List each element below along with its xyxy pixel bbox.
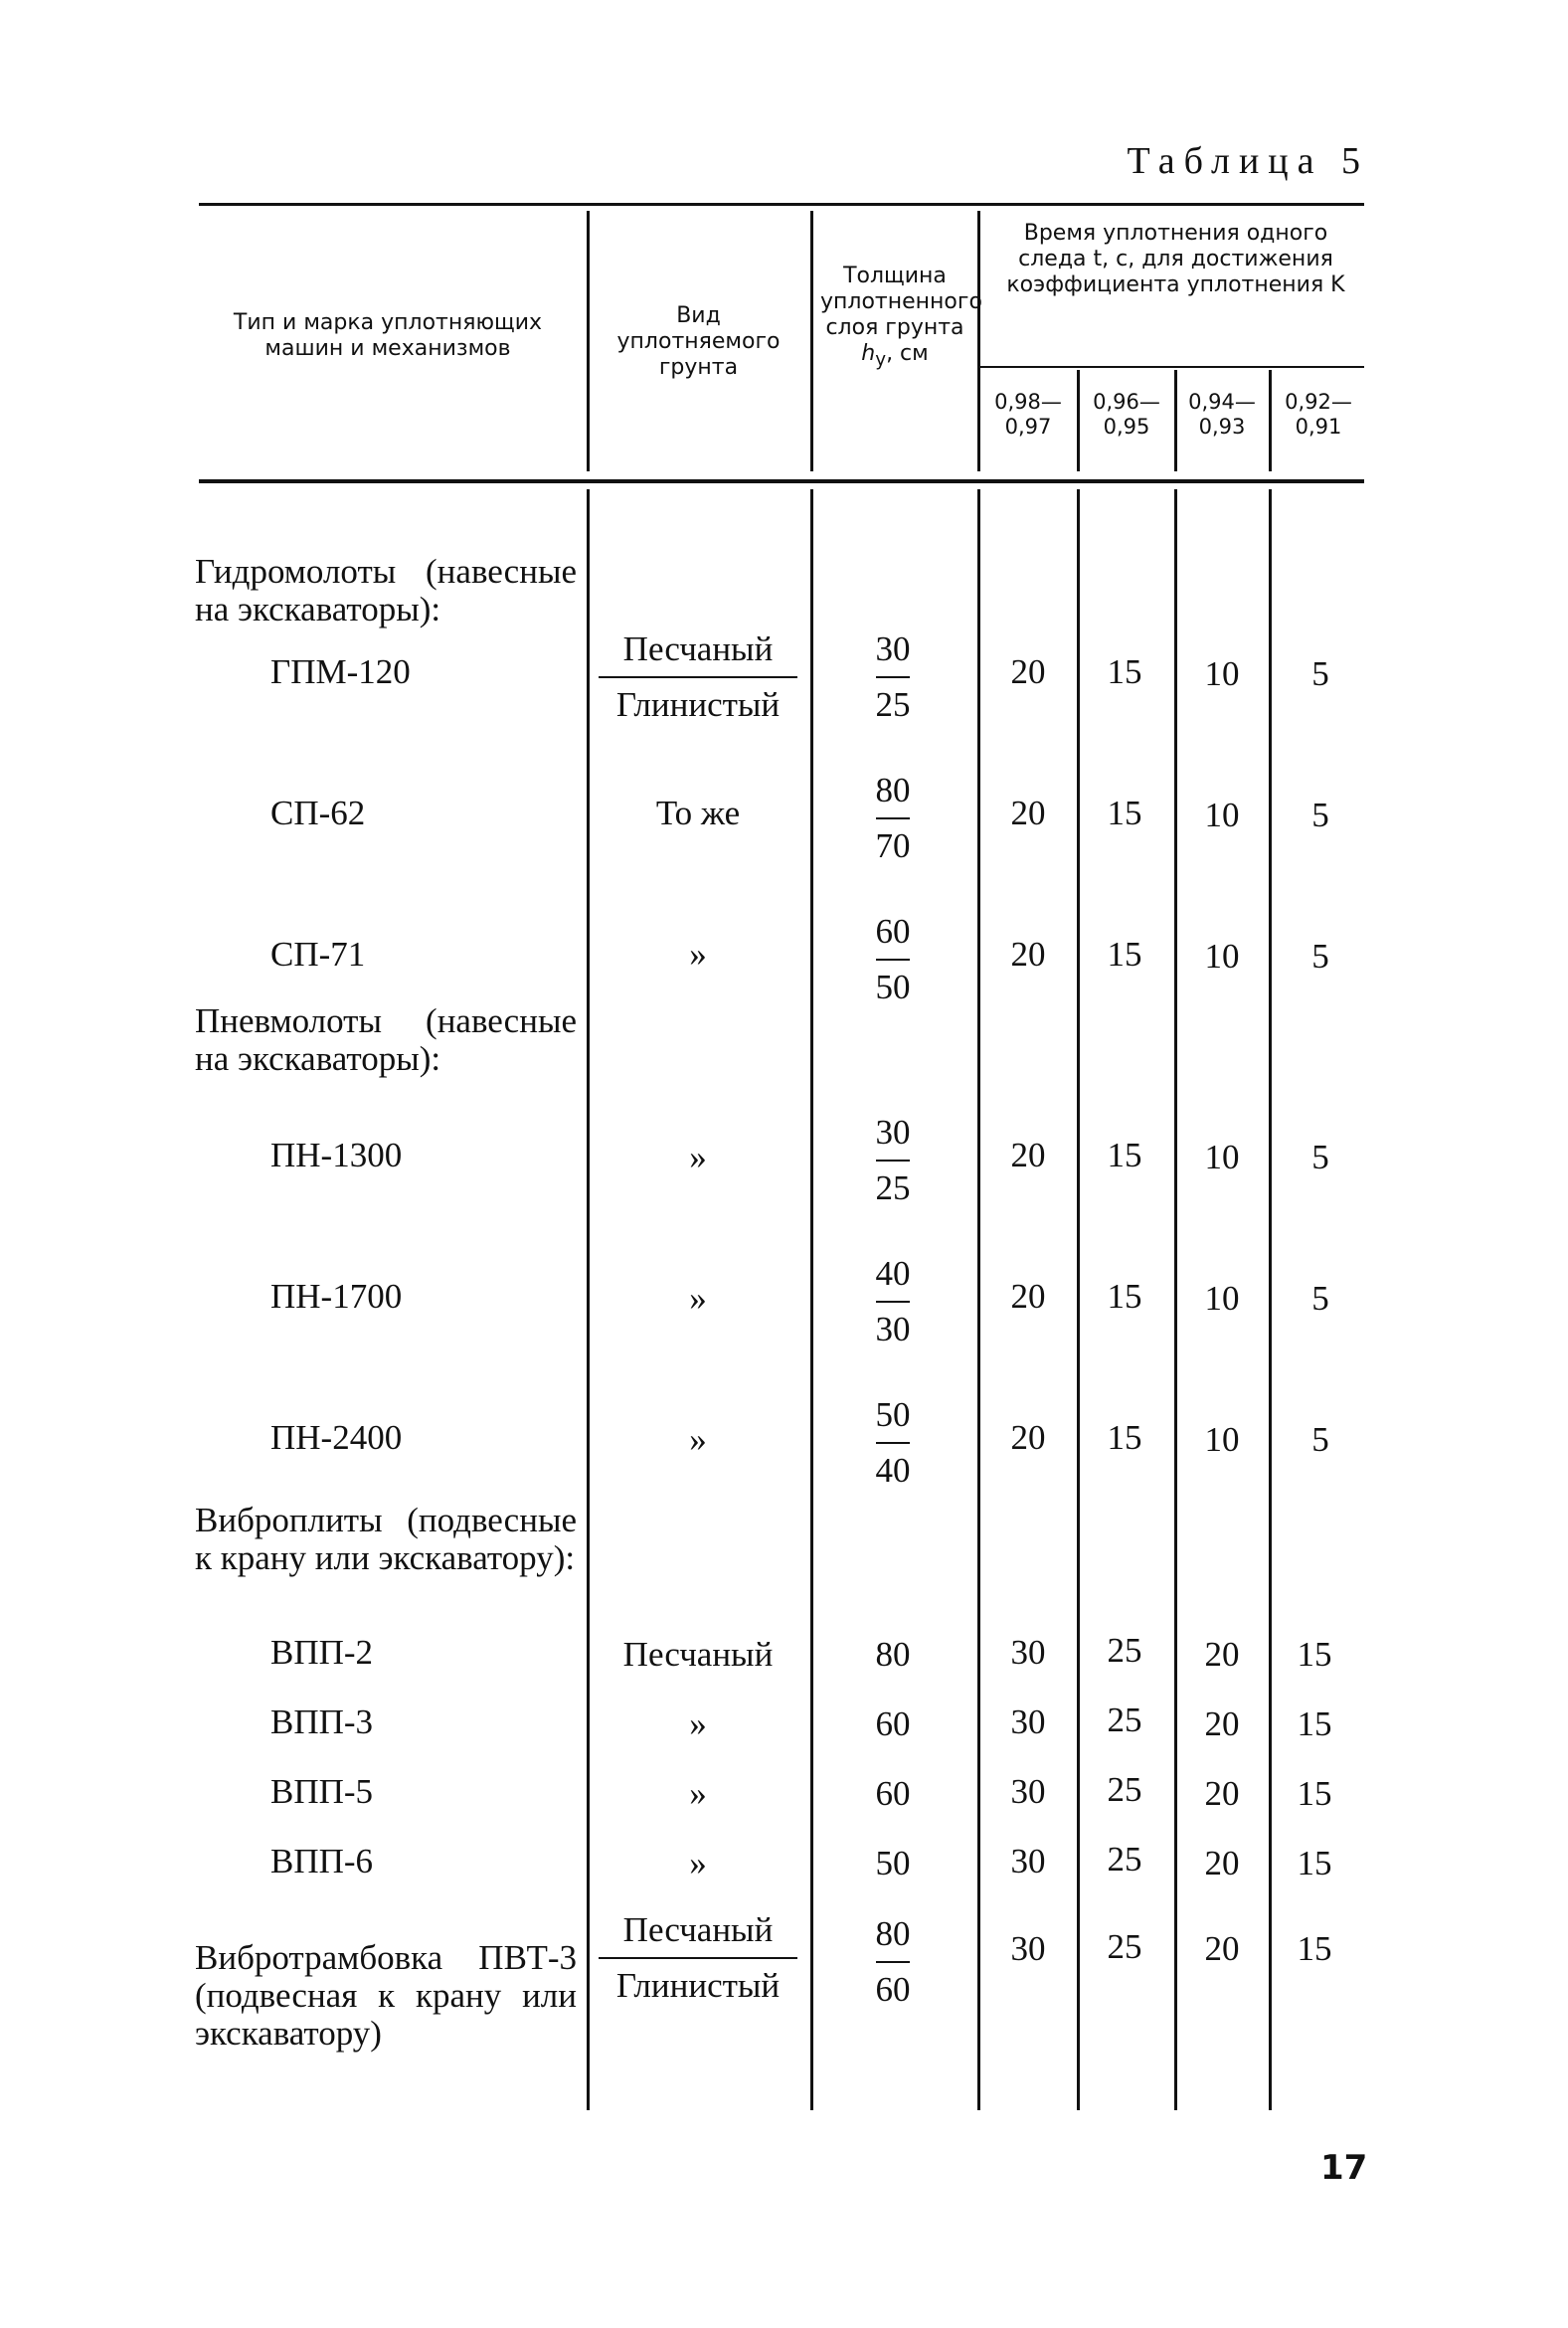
header-thickness-subscript: у (875, 349, 887, 371)
header-thickness-unit: , см (886, 341, 929, 366)
time-k3: 10 (1204, 937, 1240, 976)
k-header-rule (979, 366, 1364, 368)
thickness-fraction (853, 1909, 933, 2015)
time-k1: 30 (1010, 1772, 1046, 1811)
time-k1: 30 (1010, 1842, 1046, 1880)
time-k1: 20 (1010, 935, 1046, 974)
soil-type-top: Песчаный (622, 629, 774, 668)
time-k2: 25 (1107, 1770, 1142, 1809)
time-k3: 20 (1204, 1929, 1240, 1968)
time-k4: 15 (1297, 1704, 1332, 1743)
row-name: ВПП-5 (270, 1772, 374, 1811)
k-divider-1 (1077, 370, 1080, 471)
fraction-bar (876, 1160, 910, 1162)
fraction-bar (876, 1301, 910, 1303)
soil-type-bottom: Глинистый (615, 685, 781, 724)
soil-type: Песчаный (622, 1635, 774, 1674)
thickness: 50 (875, 1844, 911, 1882)
thickness-bottom: 30 (875, 1310, 911, 1348)
row-name: ПН-2400 (270, 1418, 403, 1457)
time-k4: 5 (1311, 654, 1329, 693)
header-machine-type: Тип и марка уплотняющих машин и механизмов (233, 310, 543, 361)
time-k4: 5 (1311, 1279, 1329, 1318)
header-divider-2 (810, 211, 813, 471)
soil-type: » (689, 935, 707, 974)
header-bottom-rule (199, 479, 1364, 483)
time-k2: 25 (1107, 1631, 1142, 1670)
soil-type: » (689, 1844, 707, 1882)
thickness-top: 40 (875, 1254, 911, 1293)
time-k4: 15 (1297, 1635, 1332, 1674)
header-layer-thickness (820, 264, 982, 373)
time-k3: 10 (1204, 1279, 1240, 1318)
soil-type-bottom: Глинистый (615, 1966, 781, 2005)
thickness-top: 80 (875, 1914, 911, 1953)
time-k1: 20 (1010, 652, 1046, 691)
thickness-bottom: 70 (875, 826, 911, 865)
soil-type-pair (589, 625, 807, 730)
time-k3: 10 (1204, 1138, 1240, 1176)
header-k-096-095: 0,96—0,95 (1093, 390, 1160, 439)
row-name: ВПП-2 (270, 1633, 374, 1672)
group-pneumohammers: Пневмолоты (навесные на экскаваторы): (195, 1001, 577, 1078)
time-k2: 15 (1107, 1277, 1142, 1316)
soil-divider (599, 676, 797, 678)
thickness-top: 30 (875, 629, 911, 668)
time-k2: 25 (1107, 1840, 1142, 1879)
row-name: СП-62 (270, 794, 366, 832)
header-thickness-symbol: h (861, 341, 876, 366)
soil-type: То же (655, 794, 741, 832)
time-k1: 30 (1010, 1702, 1046, 1741)
thickness-bottom: 40 (875, 1451, 911, 1490)
row-name: ПН-1300 (270, 1136, 403, 1174)
table-title: Таблица 5 (1127, 140, 1369, 182)
time-k2: 15 (1107, 794, 1142, 832)
thickness-fraction (853, 1249, 933, 1354)
header-layer-thickness-text: Толщина уплотненного слоя грунта (820, 264, 982, 340)
soil-type: » (689, 1138, 707, 1176)
fraction-bar (876, 817, 910, 819)
thickness: 60 (875, 1704, 911, 1743)
soil-type-pair (589, 1905, 807, 2011)
thickness-fraction (853, 1390, 933, 1496)
row-name: СП-71 (270, 935, 366, 974)
fraction-bar (876, 959, 910, 961)
thickness-fraction (853, 625, 933, 730)
time-k4: 15 (1297, 1929, 1332, 1968)
k-divider-3 (1269, 370, 1272, 471)
thickness: 60 (875, 1774, 911, 1813)
header-divider-1 (587, 211, 590, 471)
soil-type: » (689, 1279, 707, 1318)
page-number: 17 (1320, 2148, 1368, 2188)
time-k2: 15 (1107, 935, 1142, 974)
time-k3: 20 (1204, 1774, 1240, 1813)
time-k1: 20 (1010, 794, 1046, 832)
thickness: 80 (875, 1635, 911, 1674)
time-k4: 5 (1311, 1420, 1329, 1459)
thickness-bottom: 25 (875, 685, 911, 724)
body-divider-3 (977, 489, 980, 2110)
thickness-bottom: 25 (875, 1168, 911, 1207)
time-k1: 20 (1010, 1277, 1046, 1316)
header-k-092-091: 0,92—0,91 (1285, 390, 1352, 439)
thickness-top: 50 (875, 1395, 911, 1434)
time-k3: 10 (1204, 654, 1240, 693)
thickness-bottom: 60 (875, 1970, 911, 2009)
group-hydrohammers: Гидромолоты (навесные на экскаваторы): (195, 552, 577, 628)
header-k-098-097: 0,98—0,97 (994, 390, 1062, 439)
time-k2: 15 (1107, 652, 1142, 691)
thickness-fraction (853, 907, 933, 1012)
fraction-bar (876, 1961, 910, 1963)
time-k2: 25 (1107, 1701, 1142, 1739)
row-name: ВПП-3 (270, 1702, 374, 1741)
soil-type: » (689, 1774, 707, 1813)
thickness-top: 80 (875, 771, 911, 809)
thickness-top: 30 (875, 1113, 911, 1152)
time-k1: 20 (1010, 1418, 1046, 1457)
time-k4: 15 (1297, 1774, 1332, 1813)
time-k1: 30 (1010, 1633, 1046, 1672)
group-vibroplates: Виброплиты (подвесные к крану или экскаватору): (195, 1501, 577, 1577)
thickness-fraction (853, 1108, 933, 1213)
thickness-fraction (853, 766, 933, 871)
time-k3: 20 (1204, 1844, 1240, 1882)
time-k1: 30 (1010, 1929, 1046, 1968)
header-divider-3 (977, 211, 980, 471)
time-k2: 15 (1107, 1418, 1142, 1457)
time-k3: 10 (1204, 796, 1240, 834)
fraction-bar (876, 1442, 910, 1444)
time-k2: 15 (1107, 1136, 1142, 1174)
soil-type: » (689, 1704, 707, 1743)
time-k2: 25 (1107, 1927, 1142, 1966)
thickness-top: 60 (875, 912, 911, 951)
soil-divider (599, 1957, 797, 1959)
time-k4: 15 (1297, 1844, 1332, 1882)
thickness-bottom: 50 (875, 968, 911, 1006)
row-name: ПН-1700 (270, 1277, 403, 1316)
header-k-094-093: 0,94—0,93 (1188, 390, 1256, 439)
time-k3: 20 (1204, 1635, 1240, 1674)
soil-type: » (689, 1420, 707, 1459)
time-k1: 20 (1010, 1136, 1046, 1174)
row-name: ГПМ-120 (270, 652, 411, 691)
time-k4: 5 (1311, 796, 1329, 834)
time-k3: 10 (1204, 1420, 1240, 1459)
header-soil-type: Вид уплотняемого грунта (616, 303, 781, 380)
top-rule (199, 203, 1364, 206)
header-compaction-time: Время уплотнения одного следа t, с, для достижения коэффициента уплотнения K (1006, 221, 1345, 297)
body-divider-2 (810, 489, 813, 2110)
soil-type-top: Песчаный (622, 1910, 774, 1949)
time-k3: 20 (1204, 1704, 1240, 1743)
row-name: ВПП-6 (270, 1842, 374, 1880)
fraction-bar (876, 676, 910, 678)
time-k4: 5 (1311, 1138, 1329, 1176)
time-k4: 5 (1311, 937, 1329, 976)
group-vibrotamper: Вибротрамбовка ПВТ-3 (подвесная к крану или экскаватору) (195, 1938, 577, 2053)
